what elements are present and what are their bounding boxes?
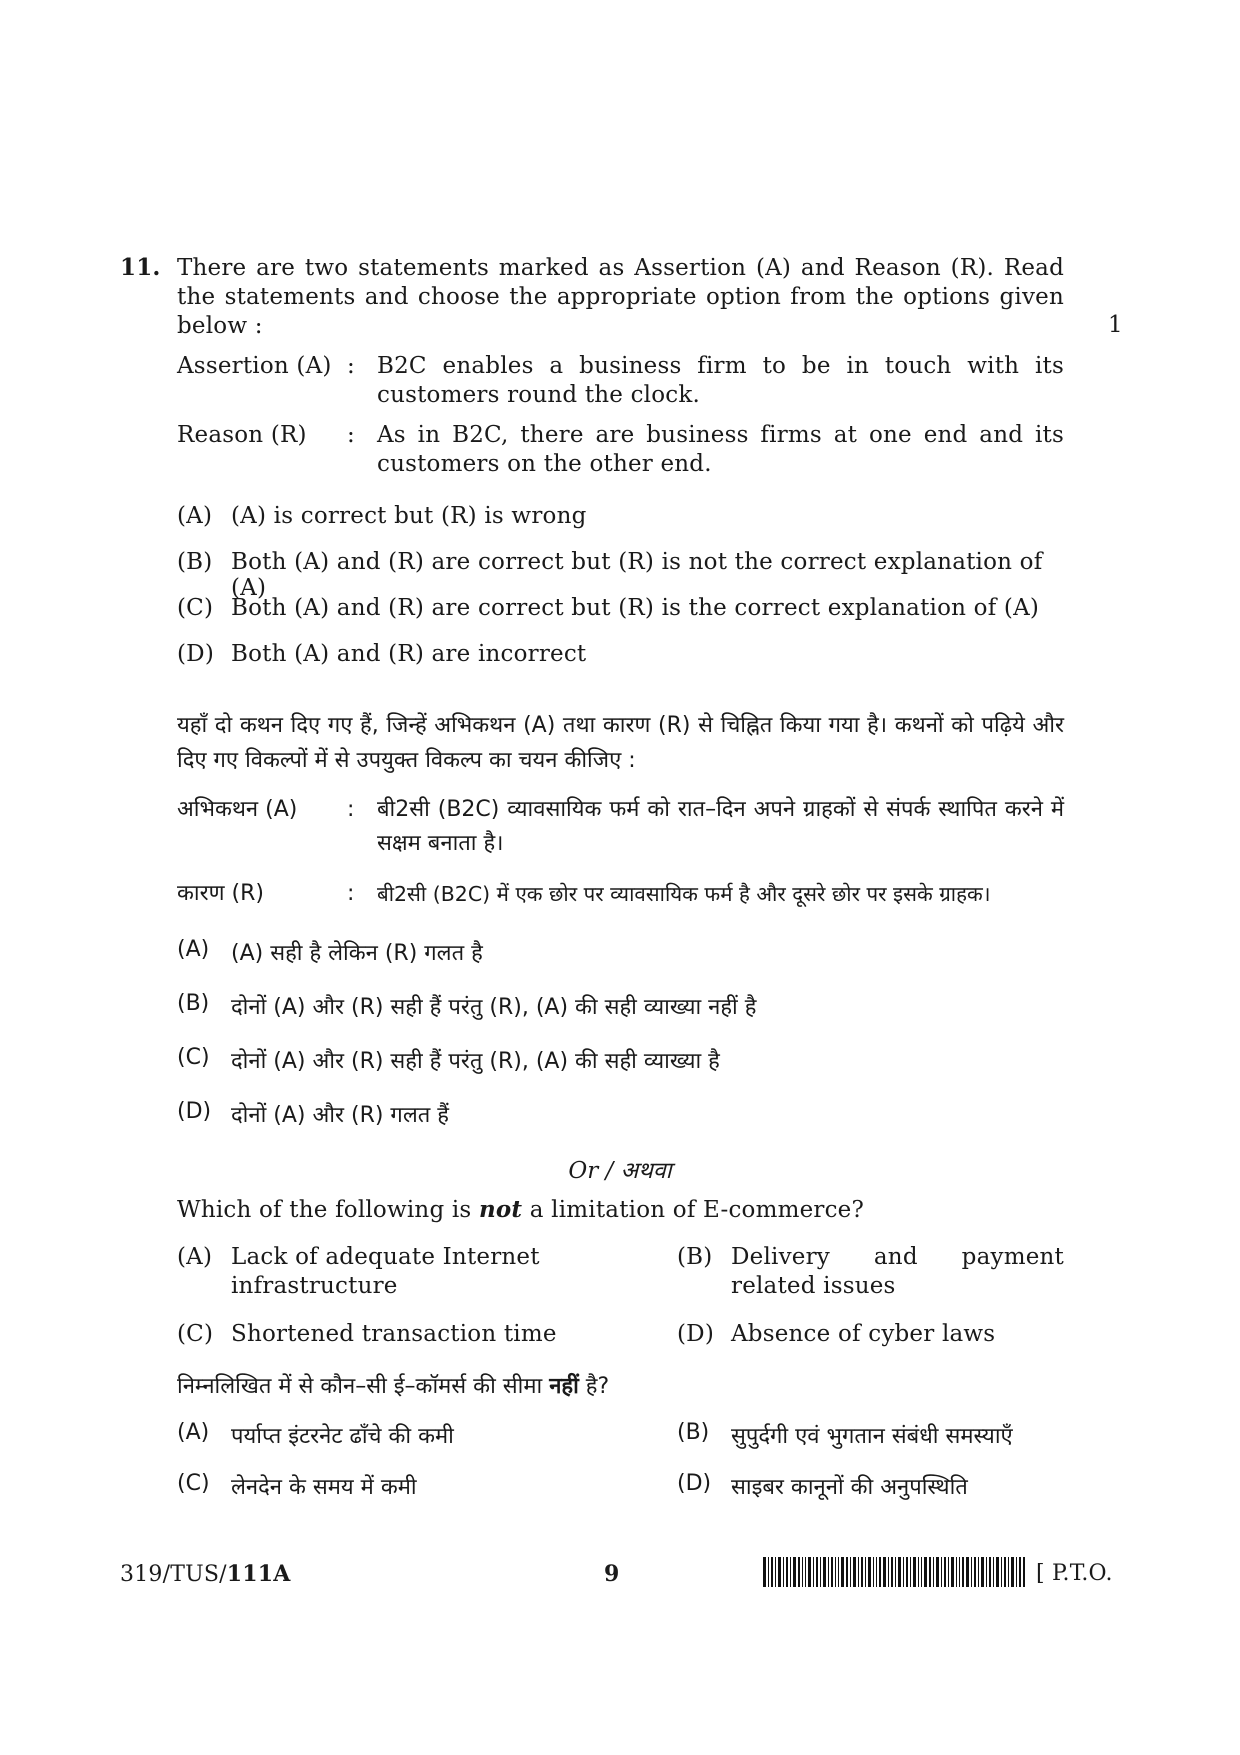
reason-row-en — [177, 421, 1064, 479]
or-separator: Or / अथवा — [568, 1158, 672, 1184]
option-text: लेनदेन के समय में कमी — [231, 1475, 417, 1500]
option-key: (A) — [177, 1420, 210, 1445]
alt-option-b-en — [677, 1243, 1064, 1320]
alt-question-stem-hi — [177, 1370, 1064, 1400]
reason-row-hi — [177, 877, 1064, 911]
option-key: (C) — [177, 1471, 210, 1496]
option-d-en — [177, 641, 1064, 687]
page-number: 9 — [604, 1561, 620, 1587]
reason-text-hi: बी2सी (B2C) में एक छोर पर व्यावसायिक फर्म है और दूसरे छोर पर इसके ग्राहक। — [377, 882, 991, 906]
alt-stem-hi-pre: निम्नलिखित में से कौन–सी ई–कॉमर्स की सीमा — [177, 1374, 550, 1399]
barcode-icon — [763, 1557, 1025, 1587]
colon: : — [347, 797, 355, 822]
option-text: दोनों (A) और (R) गलत हैं — [231, 1103, 449, 1128]
alt-option-d-hi — [677, 1471, 1064, 1517]
option-d-hi — [177, 1099, 1064, 1153]
alt-stem-pre: Which of the following is — [177, 1197, 479, 1223]
option-text: Shortened transaction time — [231, 1321, 557, 1347]
assertion-reason-hi — [177, 793, 1064, 911]
option-key: (D) — [677, 1471, 712, 1496]
option-text: Both (A) and (R) are correct but (R) is the correct explanation of (A) — [231, 595, 1040, 621]
option-key: (A) — [177, 937, 210, 962]
question-stem-en: There are two statements marked as Assertion (A) and Reason (R). Read the statements and choose the appropriate option from the options given below : — [177, 255, 1064, 339]
option-c-en — [177, 595, 1064, 641]
alt-options-hi-row-1 — [177, 1420, 1064, 1471]
option-text: (A) is correct but (R) is wrong — [231, 503, 587, 529]
assertion-label: Assertion (A) — [177, 353, 332, 379]
option-b-hi — [177, 991, 1064, 1045]
alt-stem-emphasis: not — [478, 1196, 523, 1223]
option-c-hi — [177, 1045, 1064, 1099]
colon: : — [347, 353, 355, 379]
option-a-hi — [177, 937, 1064, 991]
options-en — [177, 503, 1064, 687]
question-number: 11. — [120, 254, 161, 281]
paper-code-suffix: 111A — [226, 1561, 291, 1587]
reason-text: As in B2C, there are business firms at one end and its customers on the other end. — [377, 422, 1064, 477]
option-text: (A) सही है लेकिन (R) गलत है — [231, 941, 483, 966]
alt-option-a-en — [177, 1243, 677, 1320]
alt-option-a-hi — [177, 1420, 677, 1471]
option-key: (D) — [177, 641, 214, 667]
alt-option-c-en — [177, 1320, 677, 1366]
option-text: Both (A) and (R) are incorrect — [231, 641, 587, 667]
question-stem-hi: यहाँ दो कथन दिए गए हैं, जिन्हें अभिकथन (A) तथा कारण (R) से चिह्नित किया गया है। कथनों को पढ़िये और दिए गए विकल्पों में से उपयुक्त विकल्प का चयन कीजिए : — [177, 713, 1064, 773]
reason-label: Reason (R) — [177, 422, 307, 448]
alt-options-hi — [177, 1420, 1064, 1517]
alt-options-row-2 — [177, 1320, 1064, 1366]
alt-option-b-hi — [677, 1420, 1064, 1471]
assertion-row-en — [177, 352, 1064, 410]
alt-stem-post: a limitation of E-commerce? — [522, 1197, 865, 1223]
option-text: दोनों (A) और (R) सही हैं परंतु (R), (A) की सही व्याख्या है — [231, 1049, 720, 1074]
alt-stem-hi-emphasis: नहीं — [549, 1374, 579, 1399]
option-text: दोनों (A) और (R) सही हैं परंतु (R), (A) की सही व्याख्या नहीं है — [231, 995, 757, 1020]
alt-question-stem-en — [177, 1196, 1064, 1223]
option-text: साइबर कानूनों की अनुपस्थिति — [731, 1475, 968, 1500]
option-key: (A) — [177, 1244, 213, 1270]
option-text: सुपुर्दगी एवं भुगतान संबंधी समस्याएँ — [731, 1424, 1013, 1449]
assertion-reason-en — [177, 352, 1064, 479]
colon: : — [347, 881, 355, 906]
option-key: (D) — [177, 1099, 212, 1124]
alt-stem-hi-post: है? — [578, 1374, 610, 1399]
option-text: Lack of adequate Internet infrastructure — [231, 1244, 540, 1299]
alt-option-c-hi — [177, 1471, 677, 1517]
option-key: (B) — [177, 549, 213, 575]
option-key: (C) — [177, 1045, 210, 1070]
question-marks: 1 — [1108, 312, 1123, 338]
option-a-en — [177, 503, 1064, 549]
assertion-text-hi: बी2सी (B2C) व्यावसायिक फर्म को रात–दिन अपने ग्राहकों से संपर्क स्थापित करने में सक्षम बनाता है। — [377, 797, 1064, 856]
option-key: (B) — [677, 1244, 713, 1270]
option-key: (B) — [177, 991, 210, 1016]
colon: : — [347, 422, 355, 448]
alt-options-en — [177, 1243, 1064, 1366]
options-hi — [177, 937, 1064, 1153]
option-text: पर्याप्त इंटरनेट ढाँचे की कमी — [231, 1424, 454, 1449]
assertion-text: B2C enables a business firm to be in touch with its customers round the clock. — [377, 353, 1064, 408]
alt-option-d-en — [677, 1320, 1064, 1366]
alt-options-row-1 — [177, 1243, 1064, 1320]
assertion-label-hi: अभिकथन (A) — [177, 797, 298, 822]
option-key: (C) — [177, 1321, 214, 1347]
option-text: Both (A) and (R) are correct but (R) is not the correct explanation of (A) — [231, 549, 1043, 601]
assertion-row-hi — [177, 793, 1064, 861]
option-text: Absence of cyber laws — [731, 1321, 996, 1347]
alt-options-hi-row-2 — [177, 1471, 1064, 1517]
option-b-en — [177, 549, 1064, 601]
option-key: (B) — [677, 1420, 710, 1445]
paper-code — [120, 1561, 291, 1587]
option-key: (A) — [177, 503, 213, 529]
please-turn-over: [ P.T.O. — [1036, 1561, 1113, 1586]
option-key: (C) — [177, 595, 214, 621]
option-key: (D) — [677, 1321, 714, 1347]
option-text: Delivery and payment related issues — [731, 1244, 1064, 1299]
reason-label-hi: कारण (R) — [177, 881, 264, 906]
paper-code-prefix: 319/TUS/ — [120, 1562, 227, 1587]
